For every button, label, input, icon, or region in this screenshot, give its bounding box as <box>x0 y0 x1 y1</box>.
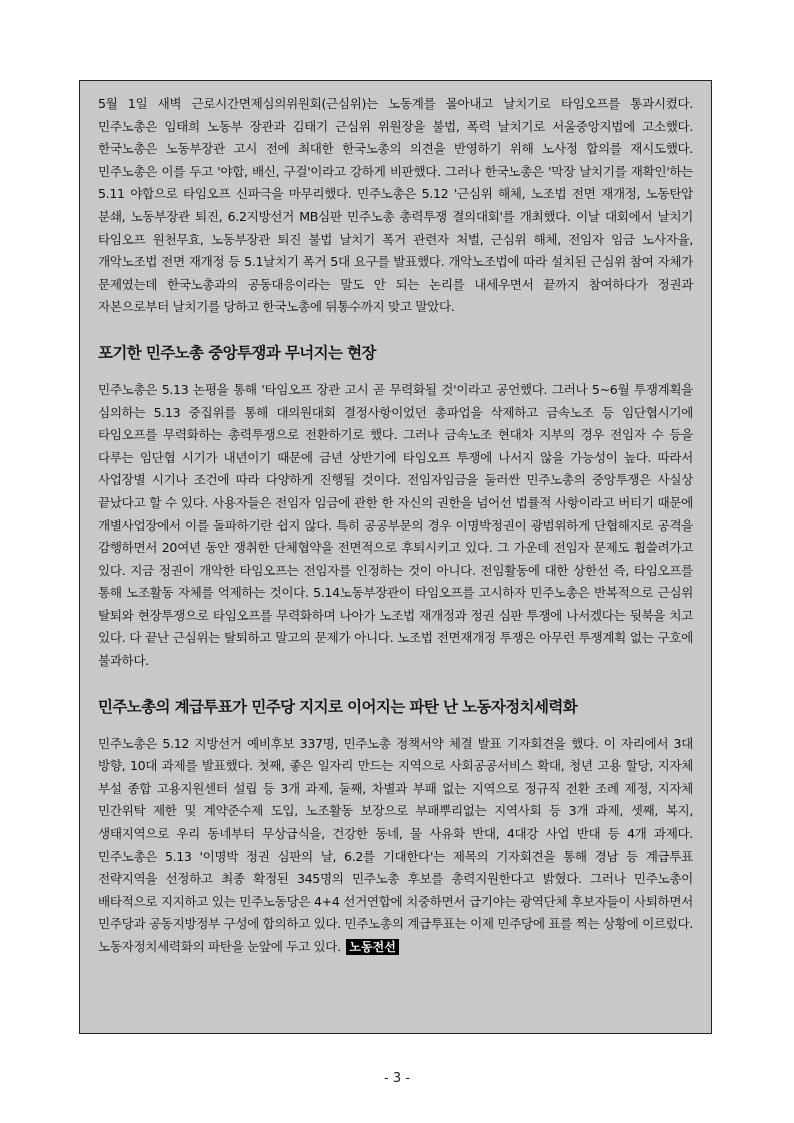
section-heading-1: 포기한 민주노총 중앙투쟁과 무너지는 현장 <box>98 343 376 362</box>
page-number: - 3 - <box>384 1071 410 1086</box>
section-2-paragraph <box>98 733 693 959</box>
signature-badge: 노동전선 <box>346 939 398 955</box>
article-box <box>79 80 712 1034</box>
section-heading-2: 민주노총의 계급투표가 민주당 지지로 이어지는 파탄 난 노동자정치세력화 <box>98 697 578 716</box>
section-2-text: 민주노총은 5.12 지방선거 예비후보 337명, 민주노총 정책서약 체결 발표 기자회견을 했다. 이 자리에서 3대 방향, 10대 과제를 발표했다. 첫째, 좋은 일자리 만드는 지역으로 사회공공서비스 확대, 청년 고용 할당, 지자체 부설 종합 고용지원센터 설립 등 3개 과제, 둘째, 차별과 부패 없는 지역으로 정규직 전환 조례 제정, 지자체 민간위탁 제한 및 계약준수제 도입, 노조활동 보장으로 부패뿌리없는 지역사회 등 3개 과제, 셋째, 복지, 생태지역으로 우리 동네부터 무상급식을, 건강한 동네, 물 사유화 반대, 4대강 사업 반대 등 4개 과제다. 민주노총은 5.13 '이명박 정권 심판의 날, 6.2를 기대한다'는 제목의 기자회견을 통해 경남 등 계급투표 전략지역을 선정하고 최종 확정된 345명의 민주노총 후보를 총력지원한다고 밝혔다. 그러나 민주노총이 배타적으로 지지하고 있는 민주노동당은 4+4 선거연합에 치중하면서 급기야는 광역단체 후보자들이 사퇴하면서 민주당과 공동지방정부 구성에 합의하고 있다. 민주노총의 계급투표는 이제 민주당에 표를 찍는 상황에 이르렀다. 노동자정치세력화의 파탄을 눈앞에 두고 있다. <box>98 735 693 954</box>
section-1-paragraph: 민주노총은 5.13 논평을 통해 '타임오프 장관 고시 곧 무력화될 것'이라고 공언했다. 그러나 5~6월 투쟁계획을 심의하는 5.13 중집위를 통해 대의원대회 결정사항이었던 총파업을 삭제하고 금속노조 등 임단협시기에 타임오프를 무력화하는 총력투쟁으로 전환하기로 했다. 그러나 금속노조 현대차 지부의 경우 전임자 수 등을 다루는 임단협 시기가 내년이기 때문에 금년 상반기에 타임오프 투쟁에 나서지 않을 가능성이 높다. 따라서 사업장별 시기나 조건에 따라 다양하게 진행될 것이다. 전임자임금을 둘러싼 민주노총의 중앙투쟁은 사실상 끝났다고 할 수 있다. 사용자들은 전임자 임금에 관한 한 자신의 권한을 넘어선 법률적 사항이라고 버티기 때문에 개별사업장에서 이를 돌파하기란 쉽지 않다. 특히 공공부문의 경우 이명박정권이 광범위하게 단협해지로 공격을 감행하면서 20여년 동안 쟁취한 단체협약을 전면적으로 후퇴시키고 있다. 그 가운데 전임자 문제도 휩쓸려가고 있다. 지금 정권이 개악한 타임오프는 전임자를 인정하는 것이 아니다. 전임활동에 대한 상한선 즉, 타임오프를 통해 노조활동 자체를 억제하는 것이다. 5.14노동부장관이 타임오프를 고시하자 민주노총은 반복적으로 근심위 탈퇴와 현장투쟁으로 타임오프를 무력화하며 나아가 노조법 재개정과 정권 심판 투쟁에 나서겠다는 뒷북을 치고 있다. 다 끝난 근심위는 탈퇴하고 말고의 문제가 아니다. 노조법 전면재개정 투쟁은 아무런 투쟁계획 없는 구호에 불과하다. <box>98 381 693 669</box>
intro-paragraph: 5월 1일 새벽 근로시간면제심의위원회(근심위)는 노동계를 몰아내고 날치기로 타임오프를 통과시켰다. 민주노총은 임태희 노동부 장관과 김태기 근심위 위원장을 불법, 폭력 날치기로 서울중앙지법에 고소했다. 한국노총은 노동부장관 고시 전에 최대한 한국노총의 의견을 반영하기 위해 노사정 합의를 재시도했다. 민주노총은 이를 두고 '야합, 배신, 구걸'이라고 강하게 비판했다. 그러나 한국노총은 '막장 날치기를 재확인'하는 5.11 야합으로 타임오프 신파극을 마무리했다. 민주노총은 5.12 '근심위 해체, 노조법 전면 재개정, 노동탄압 분쇄, 노동부장관 퇴진, 6.2지방선거 MB심판 민주노총 총력투쟁 결의대회'를 개최했다. 이날 대회에서 날치기 타임오프 원천무효, 노동부장관 퇴진 불법 날치기 폭거 관련자 처벌, 근심위 해체, 전임자 임금 노사자율, 개악노조법 전면 재개정 등 5.1날치기 폭거 5대 요구를 발표했다. 개악노조법에 따라 설치된 근심위 참여 자체가 문제였는데 한국노총과의 공동대응이라는 말도 안 되는 논리를 내세우면서 끝까지 참여하다가 정권과 자본으로부터 날치기를 당하고 한국노총에 뒤통수까지 맞고 말았다. <box>98 96 693 315</box>
